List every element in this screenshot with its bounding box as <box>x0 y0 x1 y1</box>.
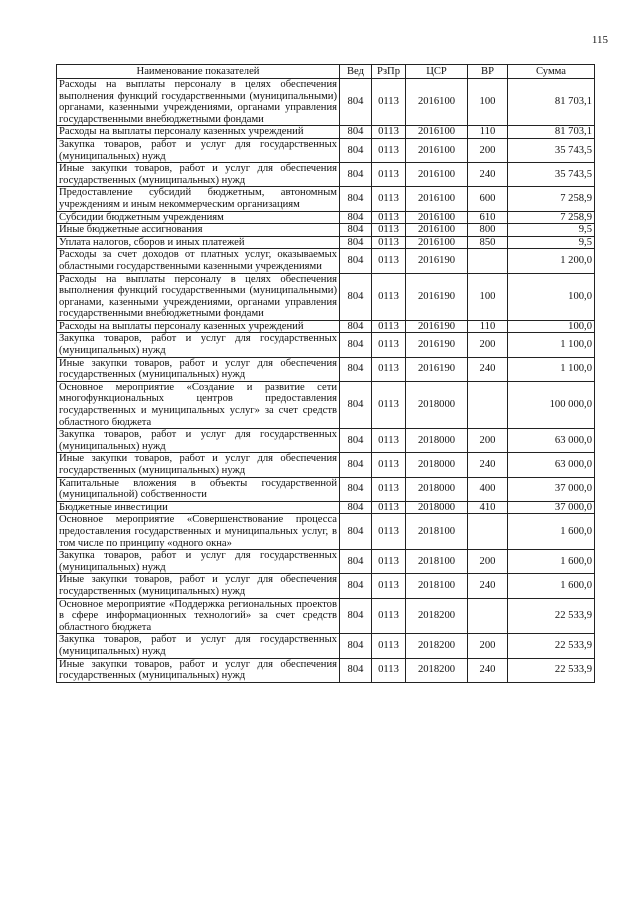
cell-vr <box>468 598 508 634</box>
table-header-row <box>57 65 595 79</box>
cell-name: Субсидии бюджетным учреждениям <box>57 211 340 224</box>
cell-ved: 804 <box>340 249 372 273</box>
table-row <box>57 126 595 139</box>
cell-vr: 240 <box>468 453 508 477</box>
cell-name: Иные закупки товаров, работ и услуг для обеспечения государственных (муниципальных) нужд <box>57 574 340 598</box>
table-row <box>57 381 595 428</box>
cell-sum: 63 000,0 <box>508 453 595 477</box>
table-row <box>57 477 595 501</box>
cell-vr: 100 <box>468 273 508 320</box>
cell-vr: 110 <box>468 320 508 333</box>
table-row <box>57 429 595 453</box>
cell-sum: 1 100,0 <box>508 357 595 381</box>
cell-name: Иные закупки товаров, работ и услуг для обеспечения государственных (муниципальных) нужд <box>57 658 340 682</box>
cell-sum: 81 703,1 <box>508 79 595 126</box>
table-row <box>57 236 595 249</box>
cell-csr: 2016100 <box>406 224 468 237</box>
table-row <box>57 211 595 224</box>
cell-name: Закупка товаров, работ и услуг для государственных (муниципальных) нужд <box>57 550 340 574</box>
table-row <box>57 574 595 598</box>
header-csr: ЦСР <box>406 65 468 79</box>
cell-vr: 600 <box>468 187 508 211</box>
cell-ved: 804 <box>340 574 372 598</box>
cell-csr: 2018100 <box>406 550 468 574</box>
budget-table <box>56 64 595 683</box>
cell-csr: 2016190 <box>406 249 468 273</box>
cell-sum: 7 258,9 <box>508 211 595 224</box>
header-name: Наименование показателей <box>57 65 340 79</box>
cell-name: Расходы на выплаты персоналу казенных учреждений <box>57 320 340 333</box>
header-sum: Сумма <box>508 65 595 79</box>
cell-ved: 804 <box>340 357 372 381</box>
cell-ved: 804 <box>340 598 372 634</box>
cell-name: Закупка товаров, работ и услуг для государственных (муниципальных) нужд <box>57 333 340 357</box>
cell-csr: 2018100 <box>406 574 468 598</box>
cell-csr: 2016190 <box>406 273 468 320</box>
cell-rzpr: 0113 <box>372 381 406 428</box>
cell-sum: 9,5 <box>508 236 595 249</box>
cell-csr: 2018000 <box>406 501 468 514</box>
table-row <box>57 187 595 211</box>
cell-name: Основное мероприятие «Создание и развитие сети многофункциональных центров предоставления государственных и муниципальных услуг» за счет средств областного бюджета <box>57 381 340 428</box>
cell-rzpr: 0113 <box>372 224 406 237</box>
table-row <box>57 224 595 237</box>
cell-sum: 22 533,9 <box>508 658 595 682</box>
cell-rzpr: 0113 <box>372 574 406 598</box>
cell-vr <box>468 381 508 428</box>
cell-vr: 400 <box>468 477 508 501</box>
cell-vr: 110 <box>468 126 508 139</box>
cell-name: Иные закупки товаров, работ и услуг для обеспечения государственных (муниципальных) нужд <box>57 357 340 381</box>
cell-sum: 22 533,9 <box>508 634 595 658</box>
table-row <box>57 138 595 162</box>
cell-rzpr: 0113 <box>372 598 406 634</box>
cell-sum: 1 200,0 <box>508 249 595 273</box>
cell-ved: 804 <box>340 163 372 187</box>
cell-vr: 240 <box>468 658 508 682</box>
cell-ved: 804 <box>340 79 372 126</box>
table-row <box>57 249 595 273</box>
cell-sum: 35 743,5 <box>508 138 595 162</box>
cell-rzpr: 0113 <box>372 249 406 273</box>
cell-name: Расходы на выплаты персоналу в целях обеспечения выполнения функций государственными (муниципальными) органами, казенными учреждениями, органами управления государственными внебюджетными фондами <box>57 79 340 126</box>
cell-ved: 804 <box>340 381 372 428</box>
cell-ved: 804 <box>340 236 372 249</box>
cell-sum: 37 000,0 <box>508 477 595 501</box>
cell-sum: 1 600,0 <box>508 574 595 598</box>
cell-rzpr: 0113 <box>372 126 406 139</box>
cell-name: Расходы за счет доходов от платных услуг, оказываемых областными государственными казенными учреждениями <box>57 249 340 273</box>
cell-name: Бюджетные инвестиции <box>57 501 340 514</box>
cell-vr: 200 <box>468 634 508 658</box>
cell-csr: 2018200 <box>406 634 468 658</box>
cell-ved: 804 <box>340 138 372 162</box>
cell-vr: 100 <box>468 79 508 126</box>
cell-name: Закупка товаров, работ и услуг для государственных (муниципальных) нужд <box>57 429 340 453</box>
table-row <box>57 273 595 320</box>
cell-name: Основное мероприятие «Поддержка региональных проектов в сфере информационных технологий» за счет средств областного бюджета <box>57 598 340 634</box>
cell-sum: 35 743,5 <box>508 163 595 187</box>
cell-rzpr: 0113 <box>372 550 406 574</box>
cell-ved: 804 <box>340 514 372 550</box>
cell-ved: 804 <box>340 320 372 333</box>
cell-ved: 804 <box>340 187 372 211</box>
table-row <box>57 453 595 477</box>
table-row <box>57 658 595 682</box>
table-row <box>57 550 595 574</box>
table-row <box>57 333 595 357</box>
cell-rzpr: 0113 <box>372 320 406 333</box>
cell-ved: 804 <box>340 501 372 514</box>
cell-name: Расходы на выплаты персоналу в целях обеспечения выполнения функций государственными (муниципальными) органами, казенными учреждениями, органами управления государственными внебюджетными фондами <box>57 273 340 320</box>
cell-rzpr: 0113 <box>372 79 406 126</box>
cell-rzpr: 0113 <box>372 429 406 453</box>
cell-name: Расходы на выплаты персоналу казенных учреждений <box>57 126 340 139</box>
table-row <box>57 634 595 658</box>
cell-csr: 2016100 <box>406 236 468 249</box>
cell-ved: 804 <box>340 273 372 320</box>
cell-csr: 2018000 <box>406 477 468 501</box>
table-row <box>57 357 595 381</box>
cell-ved: 804 <box>340 126 372 139</box>
cell-sum: 100,0 <box>508 320 595 333</box>
cell-csr: 2016100 <box>406 211 468 224</box>
cell-name: Основное мероприятие «Совершенствование процесса предоставления государственных и муниципальных услуг, в том числе по принципу «одного окна» <box>57 514 340 550</box>
cell-sum: 100 000,0 <box>508 381 595 428</box>
cell-rzpr: 0113 <box>372 138 406 162</box>
cell-rzpr: 0113 <box>372 634 406 658</box>
cell-ved: 804 <box>340 550 372 574</box>
cell-rzpr: 0113 <box>372 501 406 514</box>
cell-csr: 2016100 <box>406 163 468 187</box>
cell-rzpr: 0113 <box>372 187 406 211</box>
cell-csr: 2016190 <box>406 357 468 381</box>
cell-vr: 200 <box>468 138 508 162</box>
cell-vr: 410 <box>468 501 508 514</box>
cell-vr: 240 <box>468 574 508 598</box>
cell-name: Иные закупки товаров, работ и услуг для обеспечения государственных (муниципальных) нужд <box>57 163 340 187</box>
cell-sum: 1 600,0 <box>508 550 595 574</box>
cell-csr: 2018000 <box>406 381 468 428</box>
table-row <box>57 514 595 550</box>
cell-sum: 22 533,9 <box>508 598 595 634</box>
cell-ved: 804 <box>340 453 372 477</box>
cell-csr: 2016190 <box>406 320 468 333</box>
cell-vr: 800 <box>468 224 508 237</box>
header-ved: Вед <box>340 65 372 79</box>
cell-sum: 100,0 <box>508 273 595 320</box>
cell-rzpr: 0113 <box>372 163 406 187</box>
cell-rzpr: 0113 <box>372 236 406 249</box>
cell-sum: 7 258,9 <box>508 187 595 211</box>
cell-sum: 63 000,0 <box>508 429 595 453</box>
cell-vr: 200 <box>468 333 508 357</box>
cell-sum: 1 600,0 <box>508 514 595 550</box>
cell-vr: 610 <box>468 211 508 224</box>
cell-ved: 804 <box>340 211 372 224</box>
table-row <box>57 501 595 514</box>
cell-csr: 2018000 <box>406 453 468 477</box>
header-rzpr: РзПр <box>372 65 406 79</box>
cell-rzpr: 0113 <box>372 477 406 501</box>
cell-csr: 2016100 <box>406 126 468 139</box>
cell-name: Предоставление субсидий бюджетным, автономным учреждениям и иным некоммерческим организациям <box>57 187 340 211</box>
cell-sum: 1 100,0 <box>508 333 595 357</box>
cell-vr: 240 <box>468 357 508 381</box>
cell-csr: 2016190 <box>406 333 468 357</box>
cell-sum: 37 000,0 <box>508 501 595 514</box>
cell-rzpr: 0113 <box>372 211 406 224</box>
table-row <box>57 320 595 333</box>
cell-name: Иные закупки товаров, работ и услуг для обеспечения государственных (муниципальных) нужд <box>57 453 340 477</box>
cell-csr: 2016100 <box>406 187 468 211</box>
cell-vr: 200 <box>468 429 508 453</box>
cell-ved: 804 <box>340 333 372 357</box>
table-row <box>57 163 595 187</box>
cell-vr <box>468 249 508 273</box>
cell-ved: 804 <box>340 429 372 453</box>
cell-csr: 2018100 <box>406 514 468 550</box>
cell-vr: 200 <box>468 550 508 574</box>
cell-vr: 850 <box>468 236 508 249</box>
cell-csr: 2016100 <box>406 138 468 162</box>
cell-csr: 2016100 <box>406 79 468 126</box>
cell-rzpr: 0113 <box>372 514 406 550</box>
header-vr: ВР <box>468 65 508 79</box>
table-row <box>57 79 595 126</box>
cell-ved: 804 <box>340 224 372 237</box>
cell-name: Иные бюджетные ассигнования <box>57 224 340 237</box>
cell-ved: 804 <box>340 658 372 682</box>
cell-sum: 81 703,1 <box>508 126 595 139</box>
cell-rzpr: 0113 <box>372 658 406 682</box>
cell-csr: 2018200 <box>406 598 468 634</box>
cell-ved: 804 <box>340 477 372 501</box>
cell-csr: 2018000 <box>406 429 468 453</box>
cell-ved: 804 <box>340 634 372 658</box>
page-number: 115 <box>591 34 608 46</box>
cell-rzpr: 0113 <box>372 333 406 357</box>
cell-name: Уплата налогов, сборов и иных платежей <box>57 236 340 249</box>
cell-sum: 9,5 <box>508 224 595 237</box>
cell-csr: 2018200 <box>406 658 468 682</box>
cell-name: Капитальные вложения в объекты государственной (муниципальной) собственности <box>57 477 340 501</box>
cell-vr: 240 <box>468 163 508 187</box>
cell-rzpr: 0113 <box>372 453 406 477</box>
cell-rzpr: 0113 <box>372 273 406 320</box>
cell-rzpr: 0113 <box>372 357 406 381</box>
cell-name: Закупка товаров, работ и услуг для государственных (муниципальных) нужд <box>57 634 340 658</box>
cell-name: Закупка товаров, работ и услуг для государственных (муниципальных) нужд <box>57 138 340 162</box>
cell-vr <box>468 514 508 550</box>
table-row <box>57 598 595 634</box>
